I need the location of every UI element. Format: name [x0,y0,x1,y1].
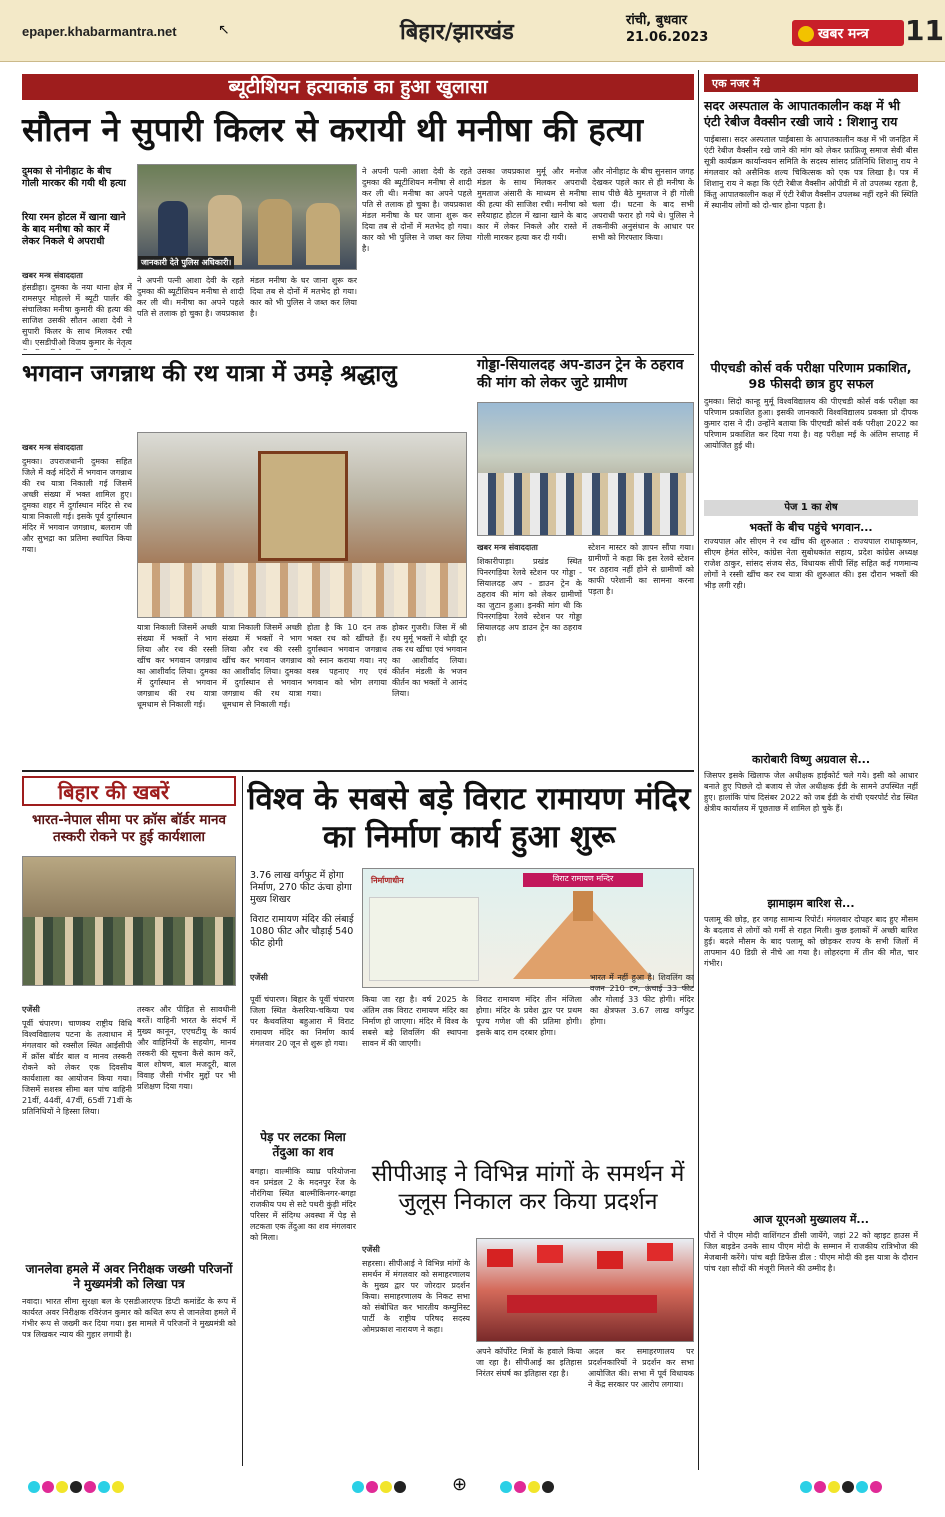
divider [22,354,694,355]
rath-headline: भगवान जगन्नाथ की रथ यात्रा में उमड़े श्रद्धालु [22,361,397,387]
cpi-photo-caption: एजेंसी [362,1245,380,1254]
goda-headline: गोड्डा-सियालदह अप-डाउन ट्रेन के ठहराव की मांग को लेकर जुटे ग्रामीण [477,357,684,391]
ramayan-body-3: विराट रामायण मंदिर तीन मंजिला होगा। मंदिर के प्रवेश द्वार पर प्रथम पूज्य गणेश जी की प्रतिमा होगी। इसके बाद राम दरबार होगा। [476,995,582,1037]
bihar-body-1: पूर्वी चंपारण। चाणक्य राष्ट्रीय विधि विश्वविद्यालय पटना के तत्वाधान में मंगलवार को रक्सौल स्थित आईसीपी में क्रॉस बॉर्डर बाल व मानव तस्करी रोकने को लेकर एक दिवसीय कार्यशाला का आयोजन किया गया। जिसमें सशस्त्र सीमा बल पांच वाहिनी 21वीं, 44वीं, 47वीं, 65वीं 71वीं के प्रतिनिधियों ने हिस्सा लिया। [22,1019,132,1116]
ramayan-photo-label-1: निर्माणाधीन [371,876,404,885]
divider [22,770,694,772]
pgd-headline: पीएचडी कोर्स वर्क परीक्षा परिणाम प्रकाशित, 98 फीसदी छात्र हुए सफल [710,360,912,391]
bihar-photo-caption: एजेंसी [22,1005,40,1014]
cpi-photo [476,1238,694,1342]
date: 21.06.2023 [626,30,709,45]
shesh-tag: पेज 1 का शेष [704,500,918,516]
lead-photo [137,164,357,270]
epaper-url[interactable]: epaper.khabarmantra.net [22,24,177,39]
patna-headline: पेड़ पर लटका मिला तेंदुआ का शव [260,1130,346,1159]
shesh-headline: भक्तों के बीच पहुंचे भगवान... [749,521,873,534]
goda-byline: खबर मन्त्र संवाददाता [477,543,538,552]
bihar-photo [22,856,236,986]
cpi-body-3: अदल कर समाहरणालय पर प्रदर्शनकारियों ने प्रदर्शन कर सभा आयोजित की। सभा में पूर्व विधायक ने केंद्र सरकार पर आरोप लगाया। [588,1347,694,1389]
logo-icon [798,26,814,42]
nazar-headline: सदर अस्पताल के आपातकालीन कक्ष में भी एंटी रेबीज वैक्सीन रखी जाये : शिशानु राय [704,98,901,129]
barish-headline: झामाझम बारिश से... [767,897,855,910]
lead-summary-1: दुमका से नोनीहाट के बीच गोली मारकर की गयी थी हत्या [22,166,126,189]
rath-photo [137,432,467,618]
bihar-section-title: बिहार की खबरें [58,780,170,804]
cpi-body-1: सहरसा। सीपीआई ने विभिन्न मांगों के समर्थन में मंगलवार को समाहरणालय के मुख्य द्वार पर जोरदार प्रदर्शन किया। समाहरणालय के निकट सभा को संबोधित कर भारतीय कम्युनिस्ट पार्टी के राष्ट्रीय परिषद सदस्य ओमप्रकाश नारायण ने कहा। [362,1259,470,1334]
lead-byline: खबर मन्त्र संवाददाता [22,271,83,280]
rath-body-4: होकर गुजरी। जिस में श्री रथ मुर्मू भक्तों ने थोड़ी दूर तक रथ खींचा एवं भगवान का आशीर्वाद लिया। कीर्तन मंडली के भजन कीर्तन का भक्तों ने आनंद लिया। [392,623,467,698]
nazar-kicker: एक नजर में [712,77,760,90]
rath-body-3: होता है कि 10 दन तक भक्त रथ को खींचते हैं। दुर्गास्थान भगवान जगन्नाथ को स्नान कराया गया। नए वस्त्र पहनाए गए एवं भगवान को भोग लगाया गया। [307,623,387,698]
color-register-center [352,1478,408,1497]
jun-body: पौरों ने पीएम मोदी वाशिंगटन डीसी जायेंगे, जहां 22 को व्हाइट हाउस में जिल बाइडेन उनके साथ पीएम मोदी के सम्मान में राजकीय रात्रिभोज की मेजबानी करेंगे। पांच बड़ी डिफेंस डील : पीएम मोदी की इस यात्रा के दौरान पांच रक्षा सौदों की मंजूरी मिलने की उम्मीद है। [704,1231,918,1273]
column-divider [242,776,243,1466]
ramayan-headline: विश्व के सबसे बड़े विराट रामायण मंदिर का निर्माण कार्य हुआ शुरू [247,781,691,855]
bihar-body-2: तस्कर और पीड़ित से सावधीनी बरतें। वाहिनी भारत के संदर्भ में मुख्य कानून, एएचटीयू के कार्य और वाहिनियों के सहयोग, मानव तस्करी की सूचना कैसे काम करें, बाल शोषण, बाल मजदूरी, बाल विवाह जैसी गंभीर मुद्दों पर भी प्रशिक्षण दिया गया। [137,1005,236,1091]
lead-headline: सौतन ने सुपारी किलर से करायी थी मनीषा की हत्या [22,110,644,149]
dateline [626,12,708,46]
rath-body-2b: यात्रा निकाली जिसमें अच्छी संख्या में भक्तों ने भाग लिया और रथ की रस्सी खींच कर भगवान जगन्नाथ का आशीर्वाद लिया। दुमका में दुर्गास्थान से भगवान जगन्नाथ की रथ यात्रा धूमधाम से निकाली गई। [222,623,302,709]
ramayan-body-4: भारत में नहीं हुआ है। शिवलिंग का वजन 210 टन, ऊंचाई 33 फीट और गोलाई 33 फीट होगी। मंदिर का क्षेत्रफल 3.67 लाख वर्गफुट होगा। [590,973,694,1026]
shesh-body: राज्यपाल और सीएम ने रथ खींच की शुरुआत : राज्यपाल राधाकृष्णन, सीएम हेमंत सोरेन, कांग्रेस नेता सुबोधकांत सहाय, प्रदेश कांग्रेस अध्यक्ष राजेश ठाकुर, सांसद संजय सेठ, विधायक सीपी सिंह सहित कई गणमान्य लोगों ने रस्सी खींच कर रथ यात्रा की शुरुआत की। इस दौरान भक्तों की भीड़ लगी रही। [704,537,918,590]
bihar-headline: भारत-नेपाल सीमा पर क्रॉस बॉर्डर मानव तस्करी रोकने पर हुई कार्यशाला [31,812,226,845]
ramayan-summary-2: विराट रामायण मंदिर की लंबाई 1080 फीट और चौड़ाई 540 फीट होगी [250,914,354,949]
cpi-body-2: अपने कॉर्पोरेट मित्रों के हवाले किया जा रहा है। सीपीआई का इतिहास निरंतर संघर्ष का इतिहास रहा है। [476,1347,582,1378]
jun-headline: आज यूएनओ मुख्यालय में... [753,1213,869,1226]
karobari-headline: कारोबारी विष्णु अग्रवाल से... [751,753,871,766]
ramayan-photo [362,868,694,988]
ramayan-body-2: किया जा रहा है। वर्ष 2025 के अंतिम तक विराट रामायण मंदिर का निर्माण हो जाएगा। मंदिर में विश्व के सबसे बड़े शिवलिंग की स्थापना सावन में की जाएगी। [362,995,468,1048]
lead-body-2: ने अपनी पत्नी आशा देवी के रहते दुमका की ब्यूटीशियन मनीषा से शादी कर ली थी। मनीषा का अपने पहले पति से तलाक हो चुका है। जयप्रकाश मंडल मनीषा के घर जाना शुरू कर दिया तब से दोनों में मतभेद हो गया। कार को भी पुलिस ने जब्त कर लिया है। [362,167,472,253]
goda-body-1: शिकारीपाड़ा। प्रखंड स्थित पिनरगड़िया रेलवे स्टेशन पर गोड्डा - सियालदह अप - डाउन ट्रेन के ठहराव की मांग को लेकर ग्रामीणों का जुटान हुआ। इनकी मांग थी कि पिनरगड़िया रेलवे स्टेशन पर गोड्डा सियालदह अप डाउन ट्रेन का ठहराव हो। [477,557,582,643]
jaanleva-body: नवादा। भारत सीमा सुरक्षा बल के एसडीआरएफ डिप्टी कमांडेंट के रूप में कार्यरत अवर निरीक्षक रविरंजन कुमार को कथित रूप से जानलेवा हमले में गंभीर रूप से जख्मी कर दिया गया। इस मामले में परिजनों ने मुख्यमंत्री को पत्र लिखकर न्याय की गुहार लगायी है। [22,1297,236,1339]
city-day: रांची, बुधवार [626,13,688,28]
column-divider [698,70,699,1470]
goda-photo [477,402,694,536]
lead-photo-caption: जानकारी देते पुलिस अधिकारी। [138,256,234,269]
lead-body-3: उसका जयप्रकाश मुर्मू और मनोज मंडल के साथ मिलकर अपराधी मुमताज अंसारी के माध्यम से मनीषा की हत्या की साजिश रची। मनीषा को सरैयाहाट होटल में खाना खाने के बाद कार में लेकर निकले और रास्ते में गोली मारकर हत्या कर दी गयी। [477,167,587,242]
rath-body-2: यात्रा निकाली जिसमें अच्छी संख्या में भक्तों ने भाग लिया और रथ की रस्सी खींच कर भगवान जगन्नाथ का आशीर्वाद लिया। दुमका में दुर्गास्थान से भगवान जगन्नाथ की रथ यात्रा धूमधाम से निकाली गई। [137,623,217,709]
logo-text: खबर मन्त्र [818,26,869,42]
ramayan-summary-1: 3.76 लाख वर्गफुट में होगा निर्माण, 270 फीट ऊंचा होगा मुख्य शिखर [250,870,352,905]
cursor-icon: ↖ [218,22,230,38]
pgd-body: दुमका। सिदो कान्हू मुर्मू विश्वविद्यालय की पीएचडी कोर्स वर्क परीक्षा का परिणाम प्रकाशित हुआ। इसकी जानकारी विश्वविद्यालय प्रवक्ता प्रो दीपक कुमार दास ने दी। उन्होंने बताया कि पीएचडी कोर्स वर्क परीक्षा 2022 का परिणाम प्रकाशित कर दिया गया है। वह परीक्षा मई के अंतिम सप्ताह में आयोजित हुई थी। [704,397,918,450]
crosshair-icon: ⊕ [452,1474,468,1495]
patna-body: बगहा। वाल्मीकि व्याघ्र परियोजना वन प्रमंडल 2 के मदनपुर रेंज के नौरंगिया स्थित बाल्मीकिनगर-बगहा राजकीय पथ से सटे पथरी कुंड़ी मंदिर परिसर में संदिग्ध अवस्था में पेड़ से लटकता एक तेंदुआ का शव मंगलवार को मिला। [250,1167,356,1242]
color-register-right [800,1478,884,1497]
lead-body-4: और नोनीहाट के बीच सुनसान जगह देखकर पहले कार से ही मनीषा के साथ पीछे बैठे मुमताज ने ही गोली चला दी। घटना के बाद सभी अपराधी फरार हो गये थे। पुलिस ने तकनीकी अनुसंधान के आधार पर सभी को गिरफ्तार किया। [592,167,694,242]
karobari-body: जिसपर इसके खिलाफ जेल अधीक्षक हाईकोर्ट चले गये। इसी को आधार बनाते हुए पिछले दो बजाय से जेल अधीक्षक ईडी के सामने उपस्थित नहीं हुए। हालांकि पांच दिसंबर 2022 को जब ईडी के रांची एयरपोर्ट रोड स्थित क्षेत्रीय कार्यालय में पूछताछ में शामिल हो चुके हैं। [704,771,918,813]
goda-body-2: स्टेशन मास्टर को ज्ञापन सौंपा गया। ग्रामीणों ने कहा कि इस रेलवे स्टेशन पर ठहराव नहीं होने से ग्रामीणों को काफी परेशानी का सामना करना पड़ता है। [588,543,694,596]
lead-body-1: हंसडीहा। दुमका के नया थाना क्षेत्र में रामसपुर मोहल्ले में ब्यूटी पार्लर की संचालिका मनीषा कुमारी की हत्या की साजिश उसकी सौतन आशा देवी ने सुपारी किलर के साथ मिलकर रची थी। एसडीपीओ विजय कुमार के नेतृत्व [22,283,132,347]
jaanleva-headline: जानलेवा हमले में अवर निरीक्षक जख्मी परिजनों ने मुख्यमंत्री को लिखा पत्र [25,1262,233,1291]
brand-logo [792,20,904,46]
color-register-mid [500,1478,556,1497]
lead-summary-2: रिया रमन होटल में खाना खाने के बाद मनीषा को कार में लेकर निकले थे अपराधी [22,212,126,247]
page-number: 11 [905,14,944,47]
lead-kicker: ब्यूटीशियन हत्याकांड का हुआ खुलासा [22,74,694,100]
rath-body-1: दुमका। उपराजधानी दुमका सहित जिले में कई मंदिरों में भगवान जगन्नाथ की रथ यात्रा निकाली गई जिसमें अच्छी संख्या में भक्त शामिल हुए। दुमका शहर में दुर्गास्थान मंदिर से रथ यात्रा निकाली गई। इसके पूर्व दुर्गास्थान मंदिर में भगवान जगन्नाथ, बलराम जी और सुभद्रा का प्रतिमा स्थापित किया गया। [22,457,132,554]
ramayan-body-1: पूर्वी चंपारण। बिहार के पूर्वी चंपारण जिला स्थित केसरिया-चकिया पथ पर कैथवलिया बहुआरा में विराट रामायण मंदिर का निर्माण कार्य मंगलवार 20 जून से शुरू हो गया। [250,995,354,1048]
region-title: बिहार/झारखंड [400,20,514,45]
cpi-headline: सीपीआइ ने विभिन्न मांगों के समर्थन में जुलूस निकाल कर किया प्रदर्शन [371,1161,685,1215]
lead-body-1b: ने अपनी पत्नी आशा देवी के रहते दुमका की ब्यूटीशियन मनीषा से शादी कर ली थी। मनीषा का अपने पहले पति से तलाक हो चुका है। जयप्रकाश मंडल मनीषा के घर जाना शुरू कर दिया तब से दोनों में मतभेद हो गया। कार को भी पुलिस ने जब्त कर लिया है। [137,276,357,318]
ramayan-photo-label-2: विराट रामायण मन्दिर [523,873,643,887]
ramayan-photo-caption: एजेंसी [250,973,268,982]
nazar-body: पाईबासा। सदर अस्पताल पाईबासा के आपातकालीन कक्ष में भी जनहित में एंटी रेबीज वैक्सीन रखे जाने की मांग को लेकर फ़ाफ़िजू समाज सेवी बीस सूत्री कार्यक्रम कार्यान्वयन समिति के सदस्य सांसद प्रतिनिधि शिशानु राय ने मंगलवार को असैनिक शल्य चिकित्सक को एक पत्र लिखा है। पत्र में शिशानु राय ने कहा कि एंटी रेबीज वैक्सीन ओपीडी में तो उपलब्ध रहता है, किंतु आपातकालीन कक्ष में एंटी रेबीज वैक्सीन उपलब्ध नहीं रहने की स्थिति में स्थानीय लोगों को दो-चार होना पड़ता है। [704,135,918,210]
rath-byline: खबर मन्त्र संवाददाता [22,443,83,452]
barish-body: पलामू की छोड़, हर जगह सामान्य रिपोर्ट। मंगलवार दोपहर बाद हुए मौसम के बदलाव से लोगों को गर्मी से राहत मिली। कुछ इलाकों में अच्छी बारिश हुई। बदले मौसम के बाद पलामू को छोड़कर राज्य के सभी जिलों में तापमान 40 डिग्री से नीचे आ गया है। लोहरदगा में तीन की मौत, चार गंभीर। [704,915,918,968]
color-register-left [28,1478,126,1497]
